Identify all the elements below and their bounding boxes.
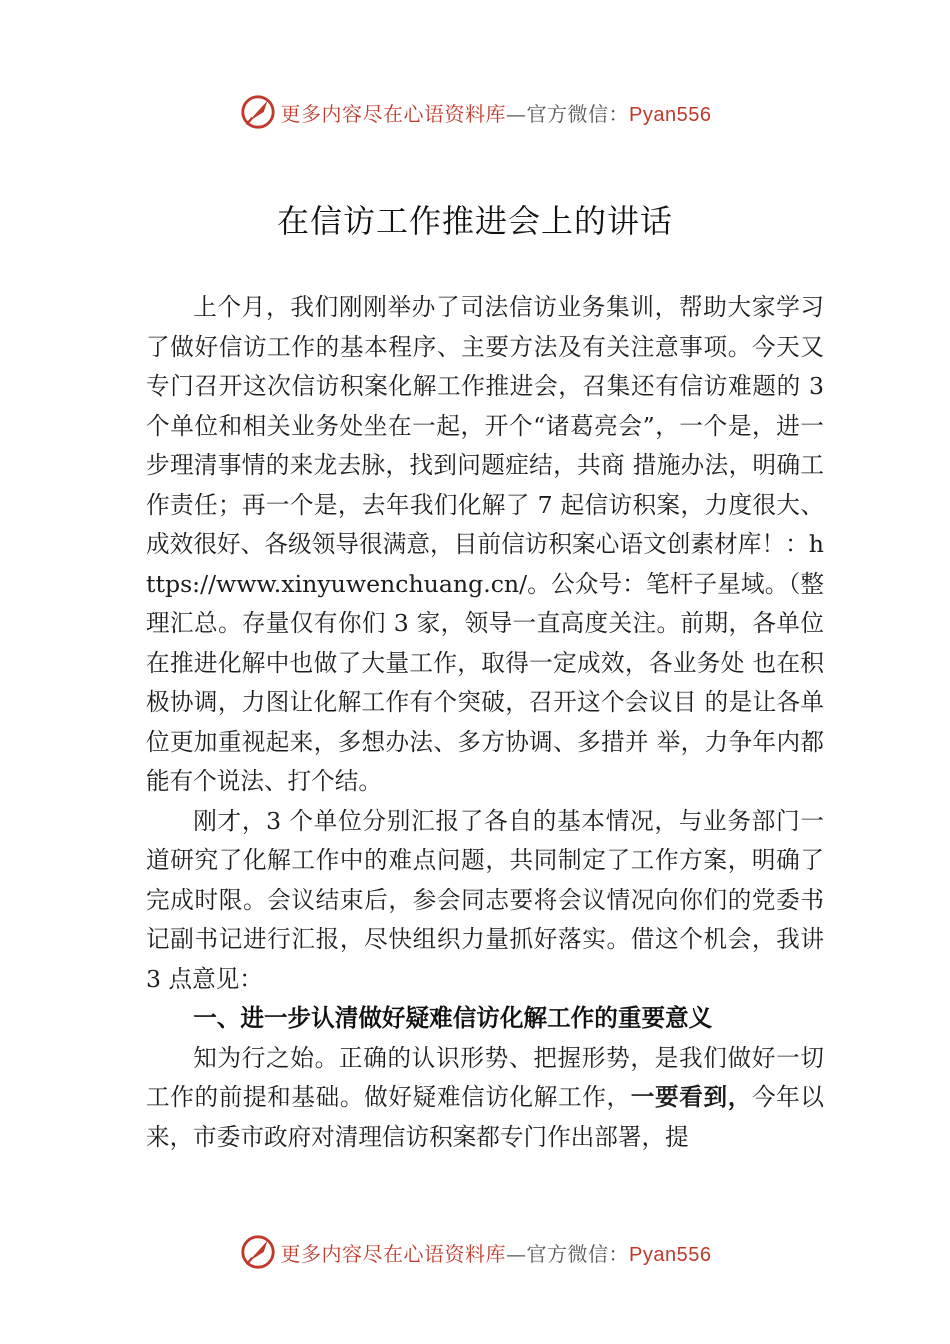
header-banner-text: [281, 98, 712, 127]
paragraph-1: 上个月，我们刚刚举办了司法信访业务集训，帮助大家学习了做好信访工作的基本程序、主要方法及有关注意事项。今天又专门召开这次信访积案化解工作推进会，召集还有信访难题的 3 个单位和相关业务处坐在一起，开个“诸葛亮会”，一个是，进一步理清事情的来龙去脉，找到问题症结，共商 措施办法，明确工作责任；再一个是，去年我们化解了 7 起信访积案，力度很大、成效很好、各级领导很满意，目前信访积案心语文创素材库！：https://www.xinyuwenchuang.cn/。公众号：笔杆子星域。（整理汇总。存量仅有你们 3 家，领导一直高度关注。前期，各单位在推进化解中也做了大量工作，取得一定成效，各业务处 也在积极协调，力图让化解工作有个突破，召开这个会议目 的是让各单位更加重视起来，多想办法、多方协调、多措并 举，力争年内都能有个说法、打个结。: [146, 293, 824, 795]
paragraph-2: 刚才，3 个单位分别汇报了各自的基本情况，与业务部门一道研究了化解工作中的难点问题，共同制定了工作方案，明确了完成时限。会议结束后，参会同志要将会议情况向你们的党委书记副书记进行汇报，尽快组织力量抓好落实。借这个机会，我讲 3 点意见：: [146, 806, 824, 993]
section-heading-1: 一、进一步认清做好疑难信访化解工作的重要意义: [193, 1004, 713, 1032]
footer-wechat-label: 官方微信：: [526, 1241, 630, 1266]
paragraph-3-emphasis: 一要看到，: [630, 1083, 752, 1111]
header-brand: 更多内容尽在心语资料库: [280, 101, 507, 126]
document-body: [146, 288, 824, 1157]
paragraph-3-end: 今年以来，市委市政府对清理信访积案都专门作出部署，提: [146, 1083, 825, 1151]
quill-seal-logo-icon: [239, 93, 277, 131]
header-separator: —: [506, 101, 527, 126]
footer-brand: 更多内容尽在心语资料库: [280, 1241, 507, 1266]
quill-seal-logo-icon: [239, 1233, 277, 1271]
footer-account: Pyan556: [629, 1243, 712, 1266]
paragraph-3: [146, 1039, 824, 1158]
header-banner: [0, 92, 950, 132]
document-title: 在信访工作推进会上的讲话: [276, 202, 673, 240]
footer-banner: [0, 1232, 950, 1272]
footer-separator: —: [506, 1241, 527, 1266]
header-account: Pyan556: [629, 103, 712, 126]
header-wechat-label: 官方微信：: [526, 101, 630, 126]
footer-banner-text: [281, 1238, 712, 1267]
paragraph-3-start: 知为行之始。正确的认识形势、把握形势，是我们做好一切工作的前提和基础。做好疑难信访化解工作，: [146, 1043, 824, 1111]
